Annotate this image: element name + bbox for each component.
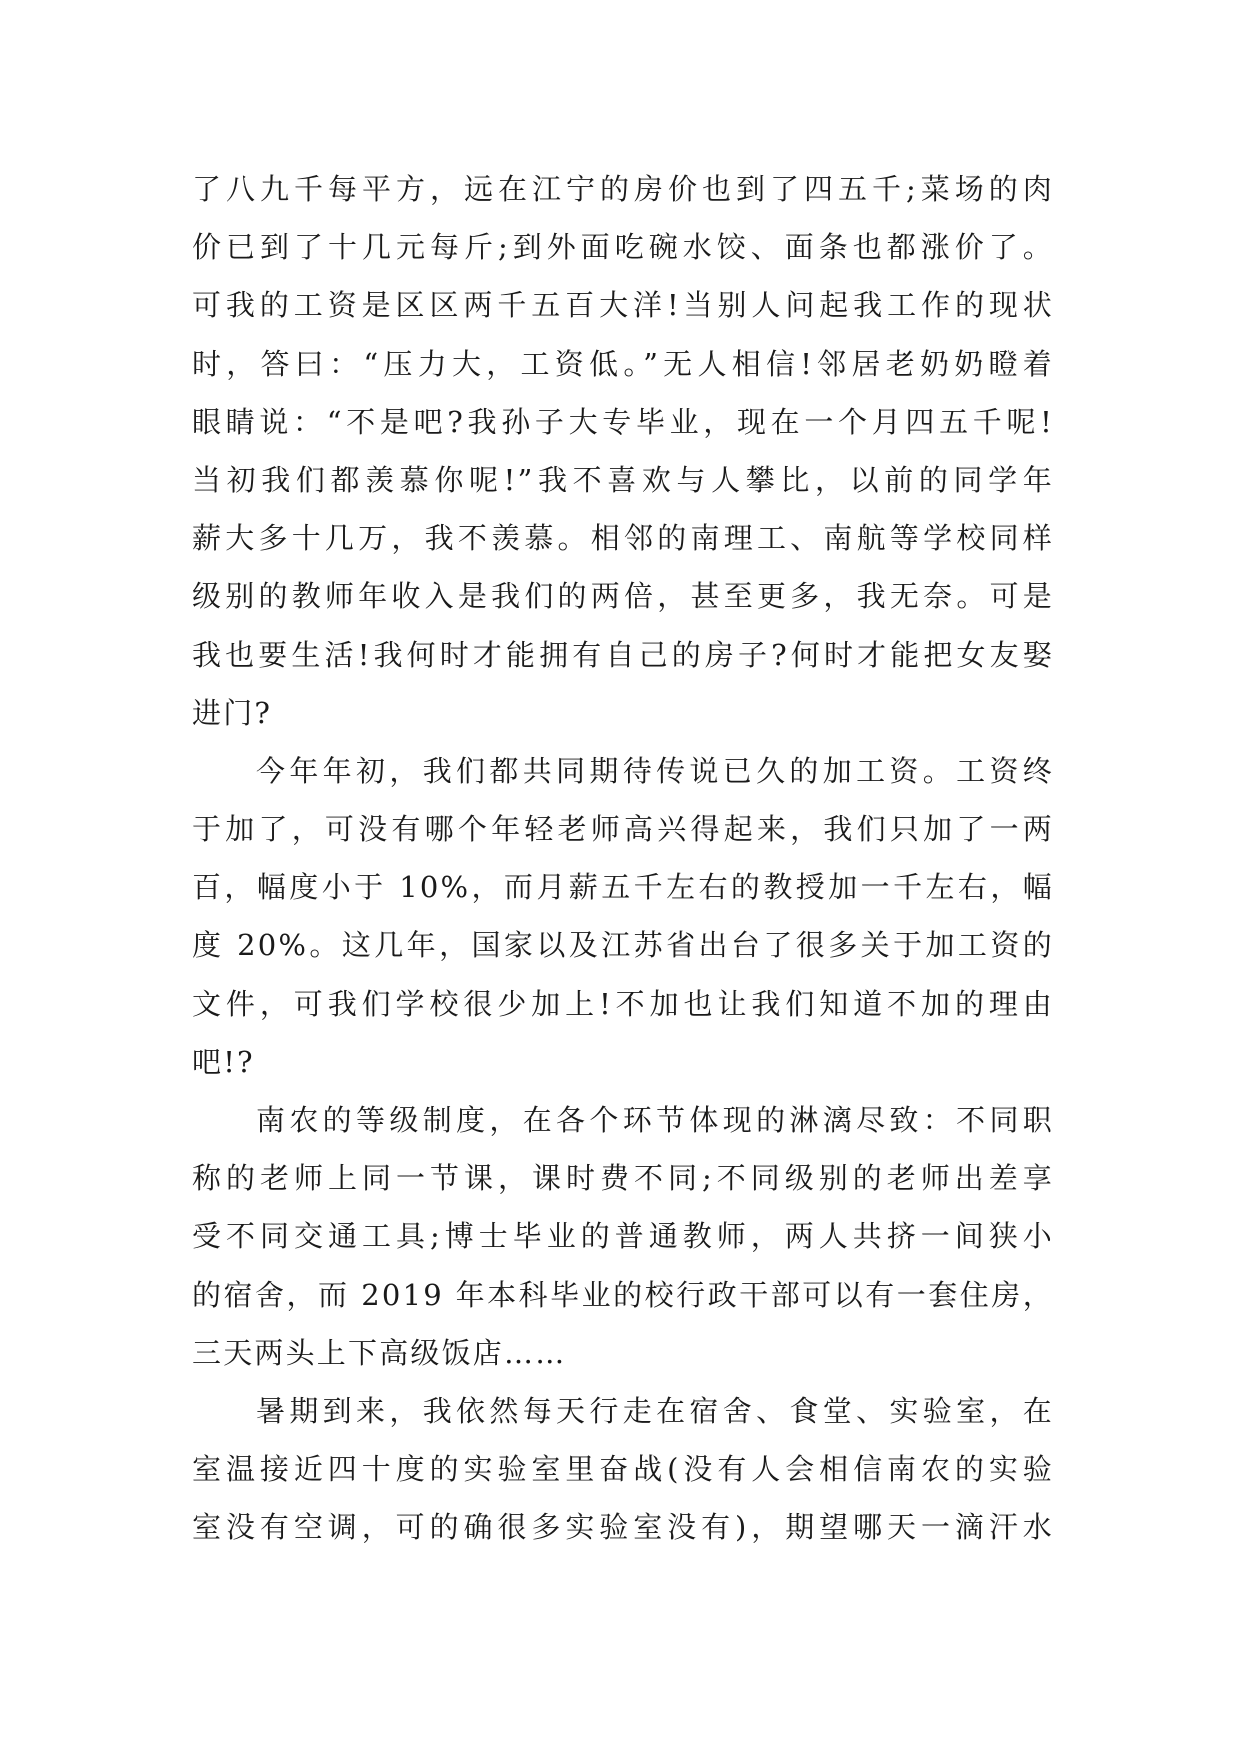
document-body — [192, 160, 1054, 1557]
text-line: 时，答曰：“压力大，工资低。”无人相信!邻居老奶奶瞪着 — [192, 346, 1054, 381]
text-line: 文件，可我们学校很少加上!不加也让我们知道不加的理由 — [192, 986, 1054, 1021]
text-line: 三天两头上下高级饭店…… — [192, 1335, 567, 1370]
text-line: 于加了，可没有哪个年轻老师高兴得起来，我们只加了一两 — [192, 812, 1054, 847]
text-line: 今年年初，我们都共同期待传说已久的加工资。工资终 — [256, 753, 1054, 788]
text-line: 室温接近四十度的实验室里奋战(没有人会相信南农的实验 — [192, 1452, 1054, 1487]
text-line: 眼睛说：“不是吧?我孙子大专毕业，现在一个月四五千呢! — [192, 404, 1054, 439]
text-line: 室没有空调，可的确很多实验室没有)，期望哪天一滴汗水 — [192, 1510, 1054, 1545]
text-line: 称的老师上同一节课，课时费不同;不同级别的老师出差享 — [192, 1161, 1054, 1196]
text-line: 受不同交通工具;博士毕业的普通教师，两人共挤一间狭小 — [192, 1219, 1054, 1254]
text-line: 的宿舍，而 2019 年本科毕业的校行政干部可以有一套住房， — [192, 1277, 1054, 1312]
text-line: 价已到了十几元每斤;到外面吃碗水饺、面条也都涨价了。 — [192, 230, 1054, 265]
text-line: 了八九千每平方，远在江宁的房价也到了四五千;菜场的肉 — [192, 172, 1054, 206]
text-line: 南农的等级制度，在各个环节体现的淋漓尽致：不同职 — [256, 1103, 1054, 1137]
text-line: 级别的教师年收入是我们的两倍，甚至更多，我无奈。可是 — [192, 579, 1054, 614]
text-line: 吧!? — [192, 1044, 255, 1079]
text-line: 度 20%。这几年，国家以及江苏省出台了很多关于加工资的 — [192, 928, 1054, 963]
text-line: 可我的工资是区区两千五百大洋!当别人问起我工作的现状 — [192, 288, 1054, 323]
text-line: 当初我们都羡慕你呢!”我不喜欢与人攀比，以前的同学年 — [192, 462, 1054, 497]
text-line: 进门? — [192, 695, 273, 730]
text-line: 百，幅度小于 10%，而月薪五千左右的教授加一千左右，幅 — [192, 870, 1054, 905]
text-line: 我也要生活!我何时才能拥有自己的房子?何时才能把女友娶 — [192, 637, 1054, 672]
text-line: 暑期到来，我依然每天行走在宿舍、食堂、实验室，在 — [256, 1393, 1054, 1428]
text-line: 薪大多十几万，我不羡慕。相邻的南理工、南航等学校同样 — [192, 521, 1054, 556]
